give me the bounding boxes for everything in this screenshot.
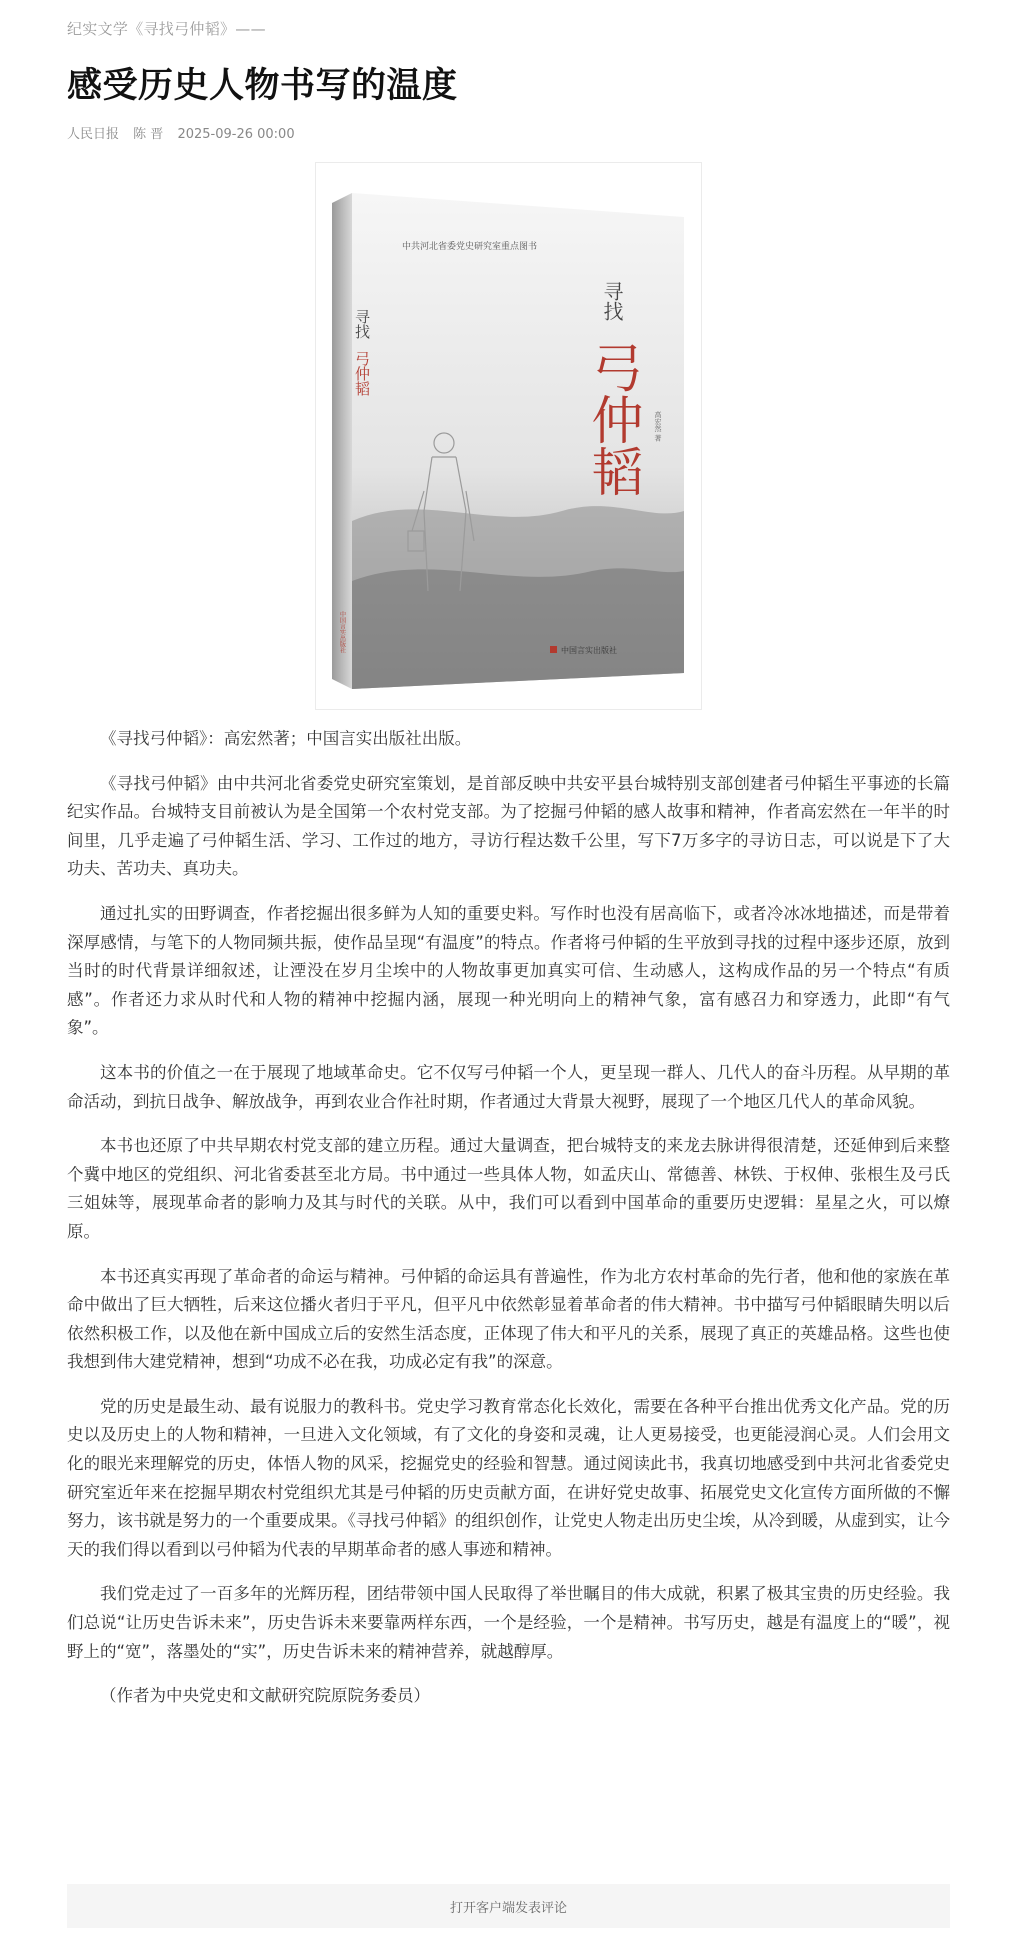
author-name: 陈 晋 xyxy=(133,127,164,142)
article-meta xyxy=(67,123,305,142)
open-app-comment-button[interactable]: 打开客户端发表评论 xyxy=(67,1884,950,1928)
cover-publisher: 中国言实出版社 xyxy=(561,646,617,655)
cover-series-line: 中共河北省委党史研究室重点图书 xyxy=(402,242,538,252)
cover-title-small-left: 寻找 xyxy=(353,309,371,339)
cover-title-big-left: 弓仲韬 xyxy=(353,351,371,396)
source-name: 人民日报 xyxy=(67,127,120,142)
author-note: （作者为中央党史和文献研究院原院务委员） xyxy=(100,1686,430,1706)
cover-author-line: 高宏然 著 xyxy=(654,411,662,442)
article-paragraph: 本书也还原了中共早期农村党支部的建立历程。通过大量调查，把台城特支的来龙去脉讲得很清楚，还延伸到后来整个冀中地区的党组织、河北省委甚至北方局。书中通过一些具体人物，如孟庆山、常德善、林铁、于权伸、张根生及弓氏三姐妹等，展现革命者的影响力及其与时代的关联。从中，我们可以看到中国革命的重要历史逻辑：星星之火，可以燎原。 xyxy=(67,1136,950,1241)
cover-title-small: 寻找 xyxy=(600,281,624,321)
cover-title-big: 弓仲韬 xyxy=(582,341,642,497)
publish-datetime: 2025-09-26 00:00 xyxy=(177,127,295,142)
article-body xyxy=(67,725,950,1727)
spine-publisher: 中国言实出版社 xyxy=(338,611,346,653)
article-paragraph: 我们党走过了一百多年的光辉历程，团结带领中国人民取得了举世瞩目的伟大成就，积累了极其宝贵的历史经验。我们总说“让历史告诉未来”，历史告诉未来要靠两样东西，一个是经验，一个是精神。书写历史，越是有温度上的“暖”，视野上的“宽”，落墨处的“实”，历史告诉未来的精神营养，就越醇厚。 xyxy=(67,1584,950,1661)
article-paragraph: 本书还真实再现了革命者的命运与精神。弓仲韬的命运具有普遍性，作为北方农村革命的先行者，他和他的家族在革命中做出了巨大牺牲，后来这位播火者归于平凡，但平凡中依然彰显着革命者的伟大精神。书中描写弓仲韬眼睛失明以后依然积极工作，以及他在新中国成立后的安然生活态度，正体现了伟大和平凡的关系，展现了真正的英雄品格。这些也使我想到伟大建党精神，想到“功成不必在我，功成必定有我”的深意。 xyxy=(67,1266,950,1372)
page-title: 感受历史人物书写的温度 xyxy=(67,66,458,106)
article-paragraph: 这本书的价值之一在于展现了地域革命史。它不仅写弓仲韬一个人，更呈现一群人、几代人的奋斗历程。从早期的革命活动，到抗日战争、解放战争，再到农业合作社时期，作者通过大背景大视野，展现了一个地区几代人的革命风貌。 xyxy=(67,1062,950,1111)
article-kicker: 纪实文学《寻找弓仲韬》—— xyxy=(67,20,266,38)
book-cover-illustration xyxy=(332,191,684,691)
article-paragraph: 党的历史是最生动、最有说服力的教科书。党史学习教育常态化长效化，需要在各种平台推出优秀文化产品。党的历史以及历史上的人物和精神，一旦进入文化领域，有了文化的身姿和灵魂，让人更易接受，也更能浸润心灵。人们会用文化的眼光来理解党的历史，体悟人物的风采，挖掘党史的经验和智慧。通过阅读此书，我真切地感受到中共河北省委党史研究室近年来在挖掘早期农村党组织尤其是弓仲韬的历史贡献方面，在讲好党史故事、拓展党史文化宣传方面所做的不懈努力，该书就是努力的一个重要成果。《寻找弓仲韬》的组织创作，让党史人物走出历史尘埃，从冷到暖，从虚到实，让今天的我们得以看到以弓仲韬为代表的早期革命者的感人事迹和精神。 xyxy=(67,1396,950,1559)
article-paragraph: 《寻找弓仲韬》：高宏然著；中国言实出版社出版。 xyxy=(100,729,472,748)
article-paragraph: 通过扎实的田野调查，作者挖掘出很多鲜为人知的重要史料。写作时也没有居高临下，或者冷冰冰地描述，而是带着深厚感情，与笔下的人物同频共振，使作品呈现“有温度”的特点。作者将弓仲韬的生平放到寻找的过程中逐步还原，放到当时的时代背景详细叙述，让湮没在岁月尘埃中的人物故事更加真实可信、生动感人，这构成作品的另一个特点“有质感”。作者还力求从时代和人物的精神中挖掘内涵，展现一种光明向上的精神气象，富有感召力和穿透力，此即“有气象”。 xyxy=(67,903,950,1038)
book-cover-image xyxy=(315,162,702,710)
article-paragraph: 《寻找弓仲韬》由中共河北省委党史研究室策划，是首部反映中共安平县台城特别支部创建者弓仲韬生平事迹的长篇纪实作品。台城特支目前被认为是全国第一个农村党支部。为了挖掘弓仲韬的感人故事和精神，作者高宏然在一年半的时间里，几乎走遍了弓仲韬生活、学习、工作过的地方，寻访行程达数千公里，写下7万多字的寻访日志，可以说是下了大功夫、苦功夫、真功夫。 xyxy=(67,773,950,879)
publisher-logo-icon xyxy=(550,646,557,653)
